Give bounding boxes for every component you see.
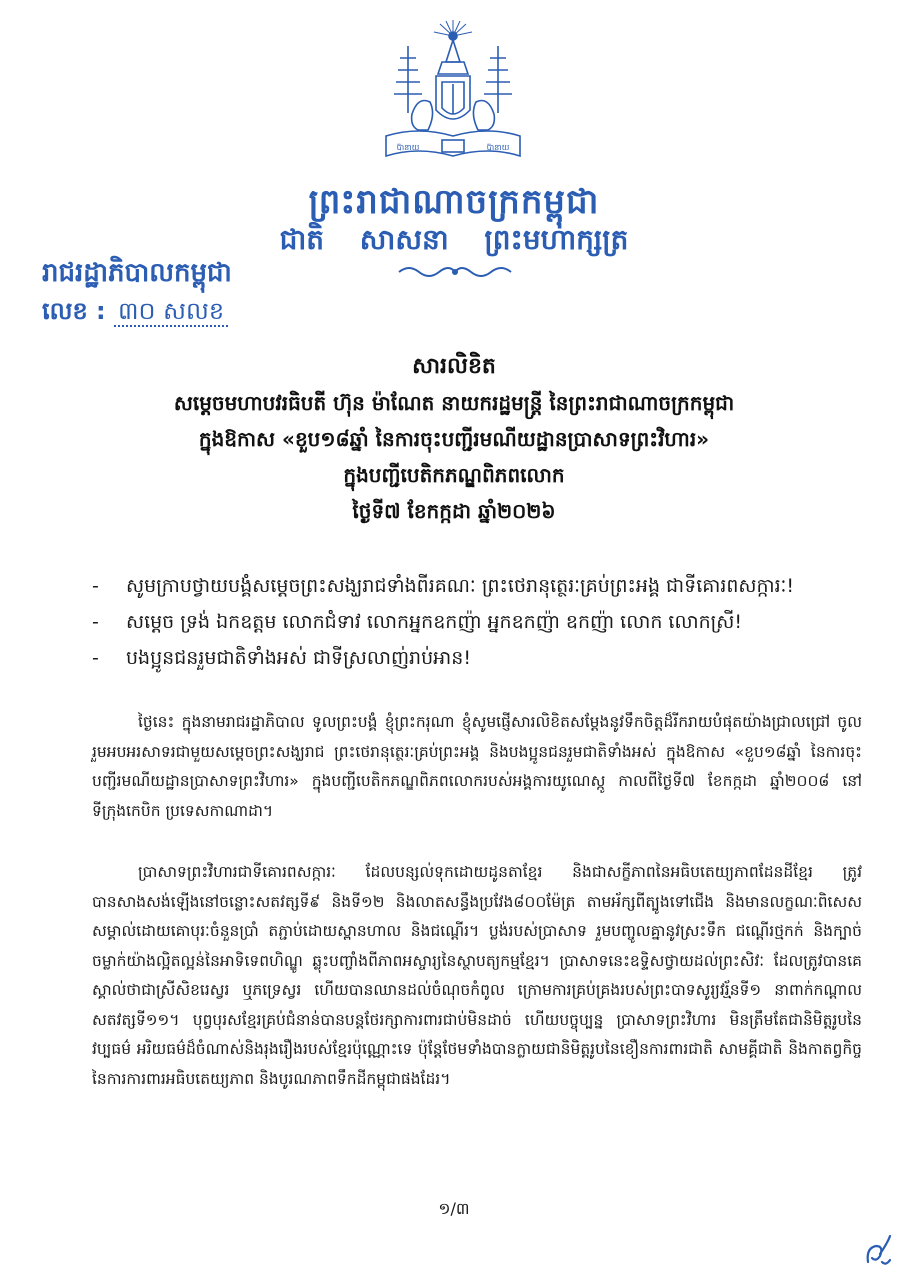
emblem-ribbon-text-right: ប៊ានាយ xyxy=(486,143,510,152)
salutation-text: បងប្អូនជនរួមជាតិទាំងអស់ ជាទីស្រលាញ់រាប់អាន! xyxy=(126,647,471,669)
government-name: រាជរដ្ឋាភិបាលកម្ពុជា xyxy=(42,258,232,288)
title-date: ថ្ងៃទី៧ ខែកក្កដា ឆ្នាំ២០២៦ xyxy=(352,499,556,523)
title-line-1: សម្ដេចមហាបវរធិបតី ហ៊ុន ម៉ាណែត នាយករដ្ឋមន្ត្រី នៃព្រះរាជាណាចក្រកម្ពុជា xyxy=(173,391,735,415)
ornament-divider-icon xyxy=(395,262,515,282)
kingdom-name: ព្រះរាជាណាចក្រកម្ពុជា xyxy=(308,182,600,222)
body-paragraph-2: ប្រាសាទព្រះវិហារជាទីគោរពសក្ការៈ ដែលបន្សល់ទុកដោយដូនតាខ្មែរ និងជាសក្ខីភាពនៃអធិបតេយ្យភាពដែនដីខ្មែរ ត្រូវបានសាងសង់ឡើងនៅចន្លោះសតវត្សទី៩ និងទី១២ និងលាតសន្ធឹងប្រវែង៨០០ម៉ែត្រ តាមអ័ក្សពីត្បូងទៅជើង និងមានលក្ខណៈពិសេសសម្គាល់ដោយគោបុរៈចំនួនប្រាំ តភ្ជាប់ដោយស្ពានហាល និងជណ្ដើរ។ ប្លង់របស់ប្រាសាទ រួមបញ្ចូលគ្នានូវស្រះទឹក ជណ្ដើរថ្មកក់ និងក្បាច់ចម្លាក់យ៉ាងល្អិតល្អន់នៃអាទិទេពហិណ្ឌូ ឆ្លុះបញ្ចាំងពីភាពអស្ចារ្យនៃស្ថាបត្យកម្មខ្មែរ។ ប្រាសាទនេះឧទ្ទិសថ្វាយដល់ព្រះសិវៈ ដែលត្រូវបានគេស្គាល់ថាជាស្រីសិខរេស្វរ ឬភទ្រេស្វរ ហើយបានឈានដល់ចំណុចកំពូល ក្រោមការគ្រប់គ្រងរបស់ព្រះបាទសូរ្យវរ្ម័នទី១ នាពាក់កណ្ដាលសតវត្សទី១១។ បុព្វបុរសខ្មែរគ្រប់ជំនាន់បានបន្តថែរក្សាការពារជាប់មិនដាច់ ហើយបច្ចុប្បន្ន ប្រាសាទព្រះវិហារ មិនត្រឹមតែជានិមិត្តរូបនៃវប្បធម៌ អរិយធម៌ដ៏ចំណាស់និងរុងរឿងរបស់ខ្មែរប៉ុណ្ណោះទេ ប៉ុន្តែថែមទាំងបានក្លាយជានិមិត្តរូបនៃខឿនការពារជាតិ សាមគ្គីជាតិ និងកាតព្វកិច្ចនៃការការពារអធិបតេយ្យភាព និងបូរណភាពទឹកដីកម្ពុជាផងដែរ។ xyxy=(92,863,862,1088)
body-paragraph-1: ថ្ងៃនេះ ក្នុងនាមរាជរដ្ឋាភិបាល ទូលព្រះបង្គំ ខ្ញុំព្រះករុណា ខ្ញុំសូមផ្ញើសារលិខិតសម្ដែងនូវទឹកចិត្តដ៏រីករាយបំផុតយ៉ាងជ្រាលជ្រៅ ចូលរួមអបអរសាទរជាមួយសម្ដេចព្រះសង្ឃរាជ ព្រះថេរានុត្ថេរៈគ្រប់ព្រះអង្គ និងបងប្អូនជនរួមជាតិទាំងអស់ ក្នុងឱកាស «ខួប១៨ឆ្នាំ នៃការចុះបញ្ជីរមណីយដ្ឋានប្រាសាទព្រះវិហារ» ក្នុងបញ្ជីបេតិកភណ្ឌពិភពលោករបស់អង្គការយូណេស្កូ កាលពីថ្ងៃទី៧ ខែកក្កដា ឆ្នាំ២០០៨ នៅទីក្រុងកេបិក ប្រទេសកាណាដា។ xyxy=(92,713,862,820)
emblem-ribbon-text-left: ប៊ានាយ xyxy=(396,143,420,152)
salutation-list xyxy=(92,568,872,676)
salutation-item: - សូមក្រាបថ្វាយបង្គំសម្ដេចព្រះសង្ឃរាជទាំងពីរគណៈ ព្រះថេរានុត្ថេរៈគ្រប់ព្រះអង្គ ជាទីគោរពសក្ការៈ! xyxy=(92,575,795,597)
title-line-2: ក្នុងឱកាស «ខួប១៨ឆ្នាំ នៃការចុះបញ្ជីរមណីយដ្ឋានប្រាសាទព្រះវិហារ» xyxy=(198,427,710,451)
reference-label: លេខ : xyxy=(42,297,106,325)
reference-value: ៣០ សលខ xyxy=(114,297,228,327)
salutation-text: សូមក្រាបថ្វាយបង្គំសម្ដេចព្រះសង្ឃរាជទាំងពីរគណៈ ព្រះថេរានុត្ថេរៈគ្រប់ព្រះអង្គ ជាទីគោរពសក្ការៈ! xyxy=(126,575,795,597)
handwritten-initial-icon xyxy=(862,1232,894,1270)
reference-number xyxy=(42,296,228,331)
salutation-text: សម្ដេច ទ្រង់ ឯកឧត្តម លោកជំទាវ លោកអ្នកឧកញ៉ា អ្នកឧកញ៉ា ឧកញ៉ា លោក លោកស្រី! xyxy=(126,611,743,633)
page-number: ១/៣ xyxy=(438,1199,470,1218)
salutation-item: - សម្ដេច ទ្រង់ ឯកឧត្តម លោកជំទាវ លោកអ្នកឧកញ៉ា អ្នកឧកញ៉ា ឧកញ៉ា លោក លោកស្រី! xyxy=(92,611,743,633)
document-type: សារលិខិត xyxy=(412,354,496,379)
national-motto: ជាតិ សាសនា ព្រះមហាក្សត្រ xyxy=(279,223,629,256)
royal-emblem-icon xyxy=(378,18,528,168)
title-line-3: ក្នុងបញ្ជីបេតិកភណ្ឌពិភពលោក xyxy=(343,463,565,487)
salutation-item: - បងប្អូនជនរួមជាតិទាំងអស់ ជាទីស្រលាញ់រាប់អាន! xyxy=(92,647,471,669)
